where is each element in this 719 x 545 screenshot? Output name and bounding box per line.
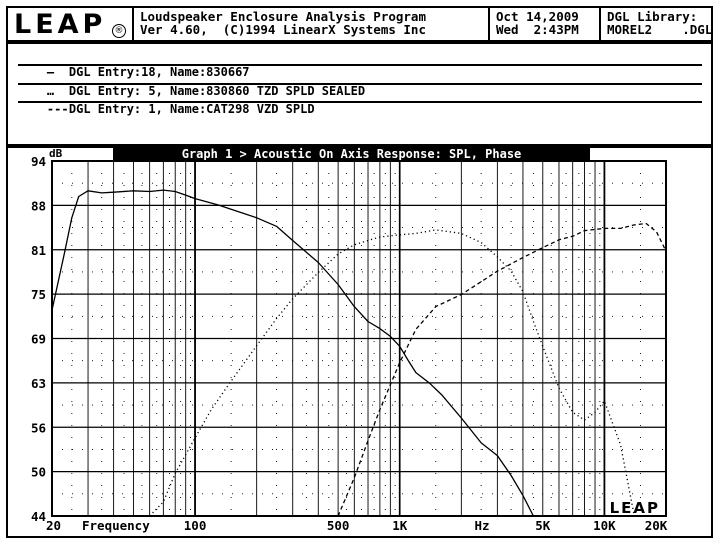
y-tick-label: 56 [30, 420, 46, 436]
y-tick-label: 75 [30, 287, 46, 303]
dashed-line-marker: --- [46, 102, 69, 116]
legend-entry-label: DGL Entry: 5, Name:830860 TZD SPLD SEALED [68, 84, 366, 98]
x-axis-unit: Hz [474, 518, 490, 533]
x-tick-label: 20K [644, 518, 668, 533]
x-tick-label: 20 [46, 518, 62, 533]
time-text: Wed 2:43PM [496, 22, 579, 37]
legend-entry-label: DGL Entry: 1, Name:CAT298 VZD SPLD [68, 102, 315, 116]
date-text: Oct 14,2009 [496, 9, 579, 24]
y-tick-label: 88 [30, 198, 46, 214]
x-tick-label: 1K [392, 518, 408, 533]
library-file: MOREL2 .DGL [607, 22, 713, 37]
registered-mark-icon: ® [112, 24, 126, 38]
x-tick-label: 100 [183, 518, 207, 533]
library-label: DGL Library: [607, 9, 698, 24]
x-tick-label: 500 [326, 518, 350, 533]
x-axis-label: Frequency [82, 518, 150, 533]
series-line-2 [150, 230, 635, 516]
x-tick-label: 5K [535, 518, 551, 533]
y-tick-label: 94 [30, 154, 46, 169]
leap-watermark: LEAP [609, 499, 660, 517]
graph-title: Graph 1 > Acoustic On Axis Response: SPL, Phase [113, 148, 590, 160]
y-axis-label: dB [49, 147, 63, 160]
y-tick-label: 50 [30, 464, 46, 480]
dotted-line-marker: … [46, 84, 55, 98]
x-tick-label: 10K [593, 518, 616, 533]
y-tick-label: 81 [30, 242, 46, 258]
program-version: Ver 4.60, (C)1994 LinearX Systems Inc [140, 22, 426, 37]
leap-logo: LEAP [14, 9, 107, 40]
solid-line-marker: — [46, 65, 55, 79]
y-tick-label: 69 [30, 331, 46, 347]
program-name: Loudspeaker Enclosure Analysis Program [140, 9, 426, 24]
y-tick-label: 44 [30, 509, 46, 524]
legend-entry-label: DGL Entry:18, Name:830667 [68, 65, 250, 79]
y-tick-label: 63 [30, 375, 46, 391]
